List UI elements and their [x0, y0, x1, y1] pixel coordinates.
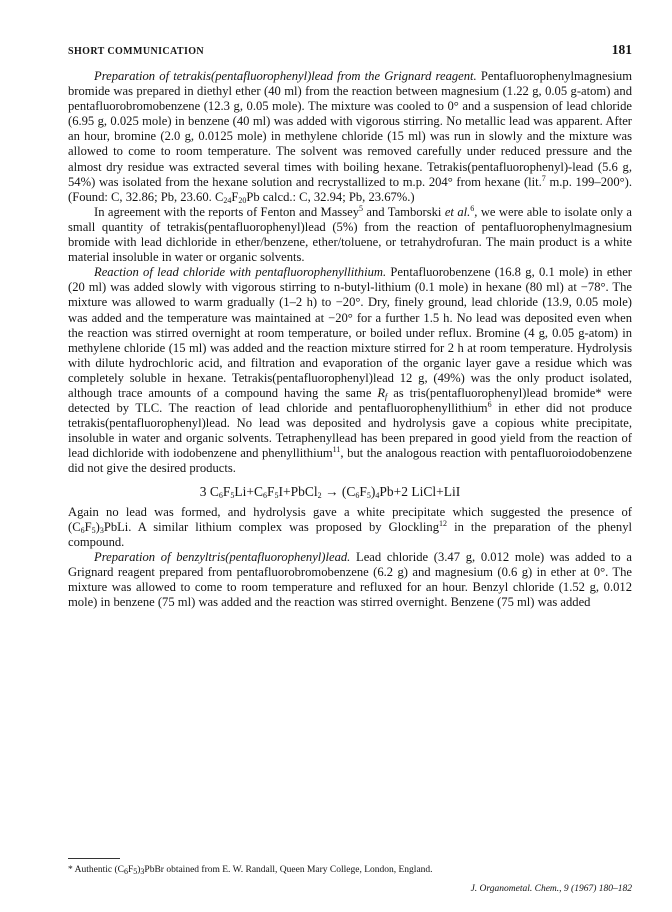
reference-marker: 6: [487, 400, 492, 410]
paragraph-benzyl-prep: Preparation of benzyltris(pentafluorophenyl)lead. Lead chloride (3.47 g, 0.012 mole) was added to a Grignard reagent prepared from pentafluorobromobenzene (6.2 g) and magnesium (0.6 g) in ether at 0°. The mixture was allowed to come to room temperature and refluxed for an hour. Benzyl chloride (1.52 g, 0.012 mole) in benzene (75 ml) was added and the reaction was stirred overnight. Benzene (75 ml) was added: [68, 549, 632, 610]
running-title: SHORT COMMUNICATION: [68, 46, 205, 57]
reference-marker: 7: [541, 173, 546, 183]
reference-marker: 6: [470, 203, 475, 213]
section-heading: Reaction of lead chloride with pentafluorophenyllithium.: [94, 265, 387, 280]
running-head: [68, 42, 632, 58]
footnote: * Authentic $(C_6F_5)_3PbBr$ obtained from E. W. Randall, Queen Mary College, London, England.: [68, 865, 433, 876]
page-number: 181: [611, 42, 632, 57]
article-body: [68, 69, 632, 610]
reference-marker: 11: [332, 445, 341, 455]
section-heading: Preparation of benzyltris(pentafluorophenyl)lead.: [94, 549, 351, 564]
footnote-rule: [68, 858, 120, 859]
paragraph-no-lead: Again no lead was formed, and hydrolysis gave a white precipitate which suggested the presence of $(C_6F_5)_3PbLi$. A similar lithium complex was proposed by Glockling$^{12}$ in the preparation of the phenyl compound.: [68, 504, 632, 549]
reference-marker: 5: [359, 203, 363, 213]
paragraph-agreement: In agreement with the reports of Fenton and Massey$^5$ and Tamborski et al.$^6$, we were able to isolate only a small quantity of tetrakis(pentafluorophenyl)lead (5%) from the reaction of pentafluorophenylmagnesium bromide with lead dichloride in ether/benzene, ether/toluene, or tetrahydrofuran. The main product is a white material insoluble in water or organic solvents.: [68, 203, 632, 265]
reaction-equation: 3 $C_6F_5Li+C_6F_5I+PbCl_2 \to (C_6F_5)_4Pb+2$ LiCl+LiI: [199, 483, 461, 500]
section-heading: Preparation of tetrakis(pentafluorophenyl)lead from the Grignard reagent.: [94, 69, 477, 83]
paragraph-lithium-reaction: Reaction of lead chloride with pentafluorophenyllithium. Pentafluorobenzene (16.8 g, 0.1 mole) in ether (20 ml) was added slowly with vigorous stirring to n-butyl-lithium (0.1 mole) in hexane (80 ml) at −78°. The mixture was allowed to warm gradually (1–2 h) to −20°. Dry, finely ground, lead chloride (13.9, 0.05 mole) was added and the temperature was maintained at −20° for a further 1.5 h. No lead was deposited even when the reaction was stirred overnight at room temperature, or boiled under reflux. Bromine (4 g, 0.05 g-atom) in methylene chloride (15 ml) was added and the reaction mixture stirred for 2 h at room temperature. Hydrolysis with dilute hydrochloric acid, and filtration and evaporation of the organic layer gave a residue which was completely soluble in hexane. Tetrakis(pentafluorophenyl)lead 12 g, (49%) was the only product isolated, although trace amounts of a compound having the same $R_f$ as tris(pentafluorophenyl)lead bromide* were detected by TLC. The reaction of lead chloride and pentafluorophenyllithium$^6$ in ether did not produce tetrakis(pentafluorophenyl)lead. No lead was deposited and hydrolysis gave a copious white precipitate, insoluble in water and organic solvents. Tetraphenyllead has been prepared in good yield from the reaction of lead dichloride with iodobenzene and phenyllithium$^{11}$, but the analogous reaction with pentafluoroiodobenzene did not give the desired products.: [68, 265, 633, 476]
paragraph-grignard-prep: Preparation of tetrakis(pentafluorophenyl)lead from the Grignard reagent. Pentafluorophenylmagnesium bromide was prepared in diethyl ether (40 ml) from the reaction between magnesium (1.22 g, 0.05 g-atom) and pentafluorobromobenzene (12.3 g, 0.05 mole). The mixture was cooled to 0° and a suspension of lead chloride (6.95 g, 0.025 mole) in benzene (40 ml) was added with vigorous stirring. No metallic lead was apparent. After an hour, bromine (2.0 g, 0.0125 mole) in methylene chloride (15 ml) was run in slowly and the mixture was allowed to come to room temperature. The solvent was removed carefully under reduced pressure and the almost dry residue was extracted several times with boiling hexane. Tetrakis(pentafluorophenyl)-lead (5.6 g, 54%) was isolated from the hexane solution and recrystallized to m.p. 204° from hexane (lit.$^7$ m.p. 199–200°). (Found: C, 32.86; Pb, 23.60. $C_{24}F_{20}Pb$ calcd.: C, 32.94; Pb, 23.67%.): [68, 69, 632, 205]
journal-citation: J. Organometal. Chem., 9 (1967) 180–182: [470, 884, 632, 894]
reference-marker: 12: [439, 518, 448, 528]
